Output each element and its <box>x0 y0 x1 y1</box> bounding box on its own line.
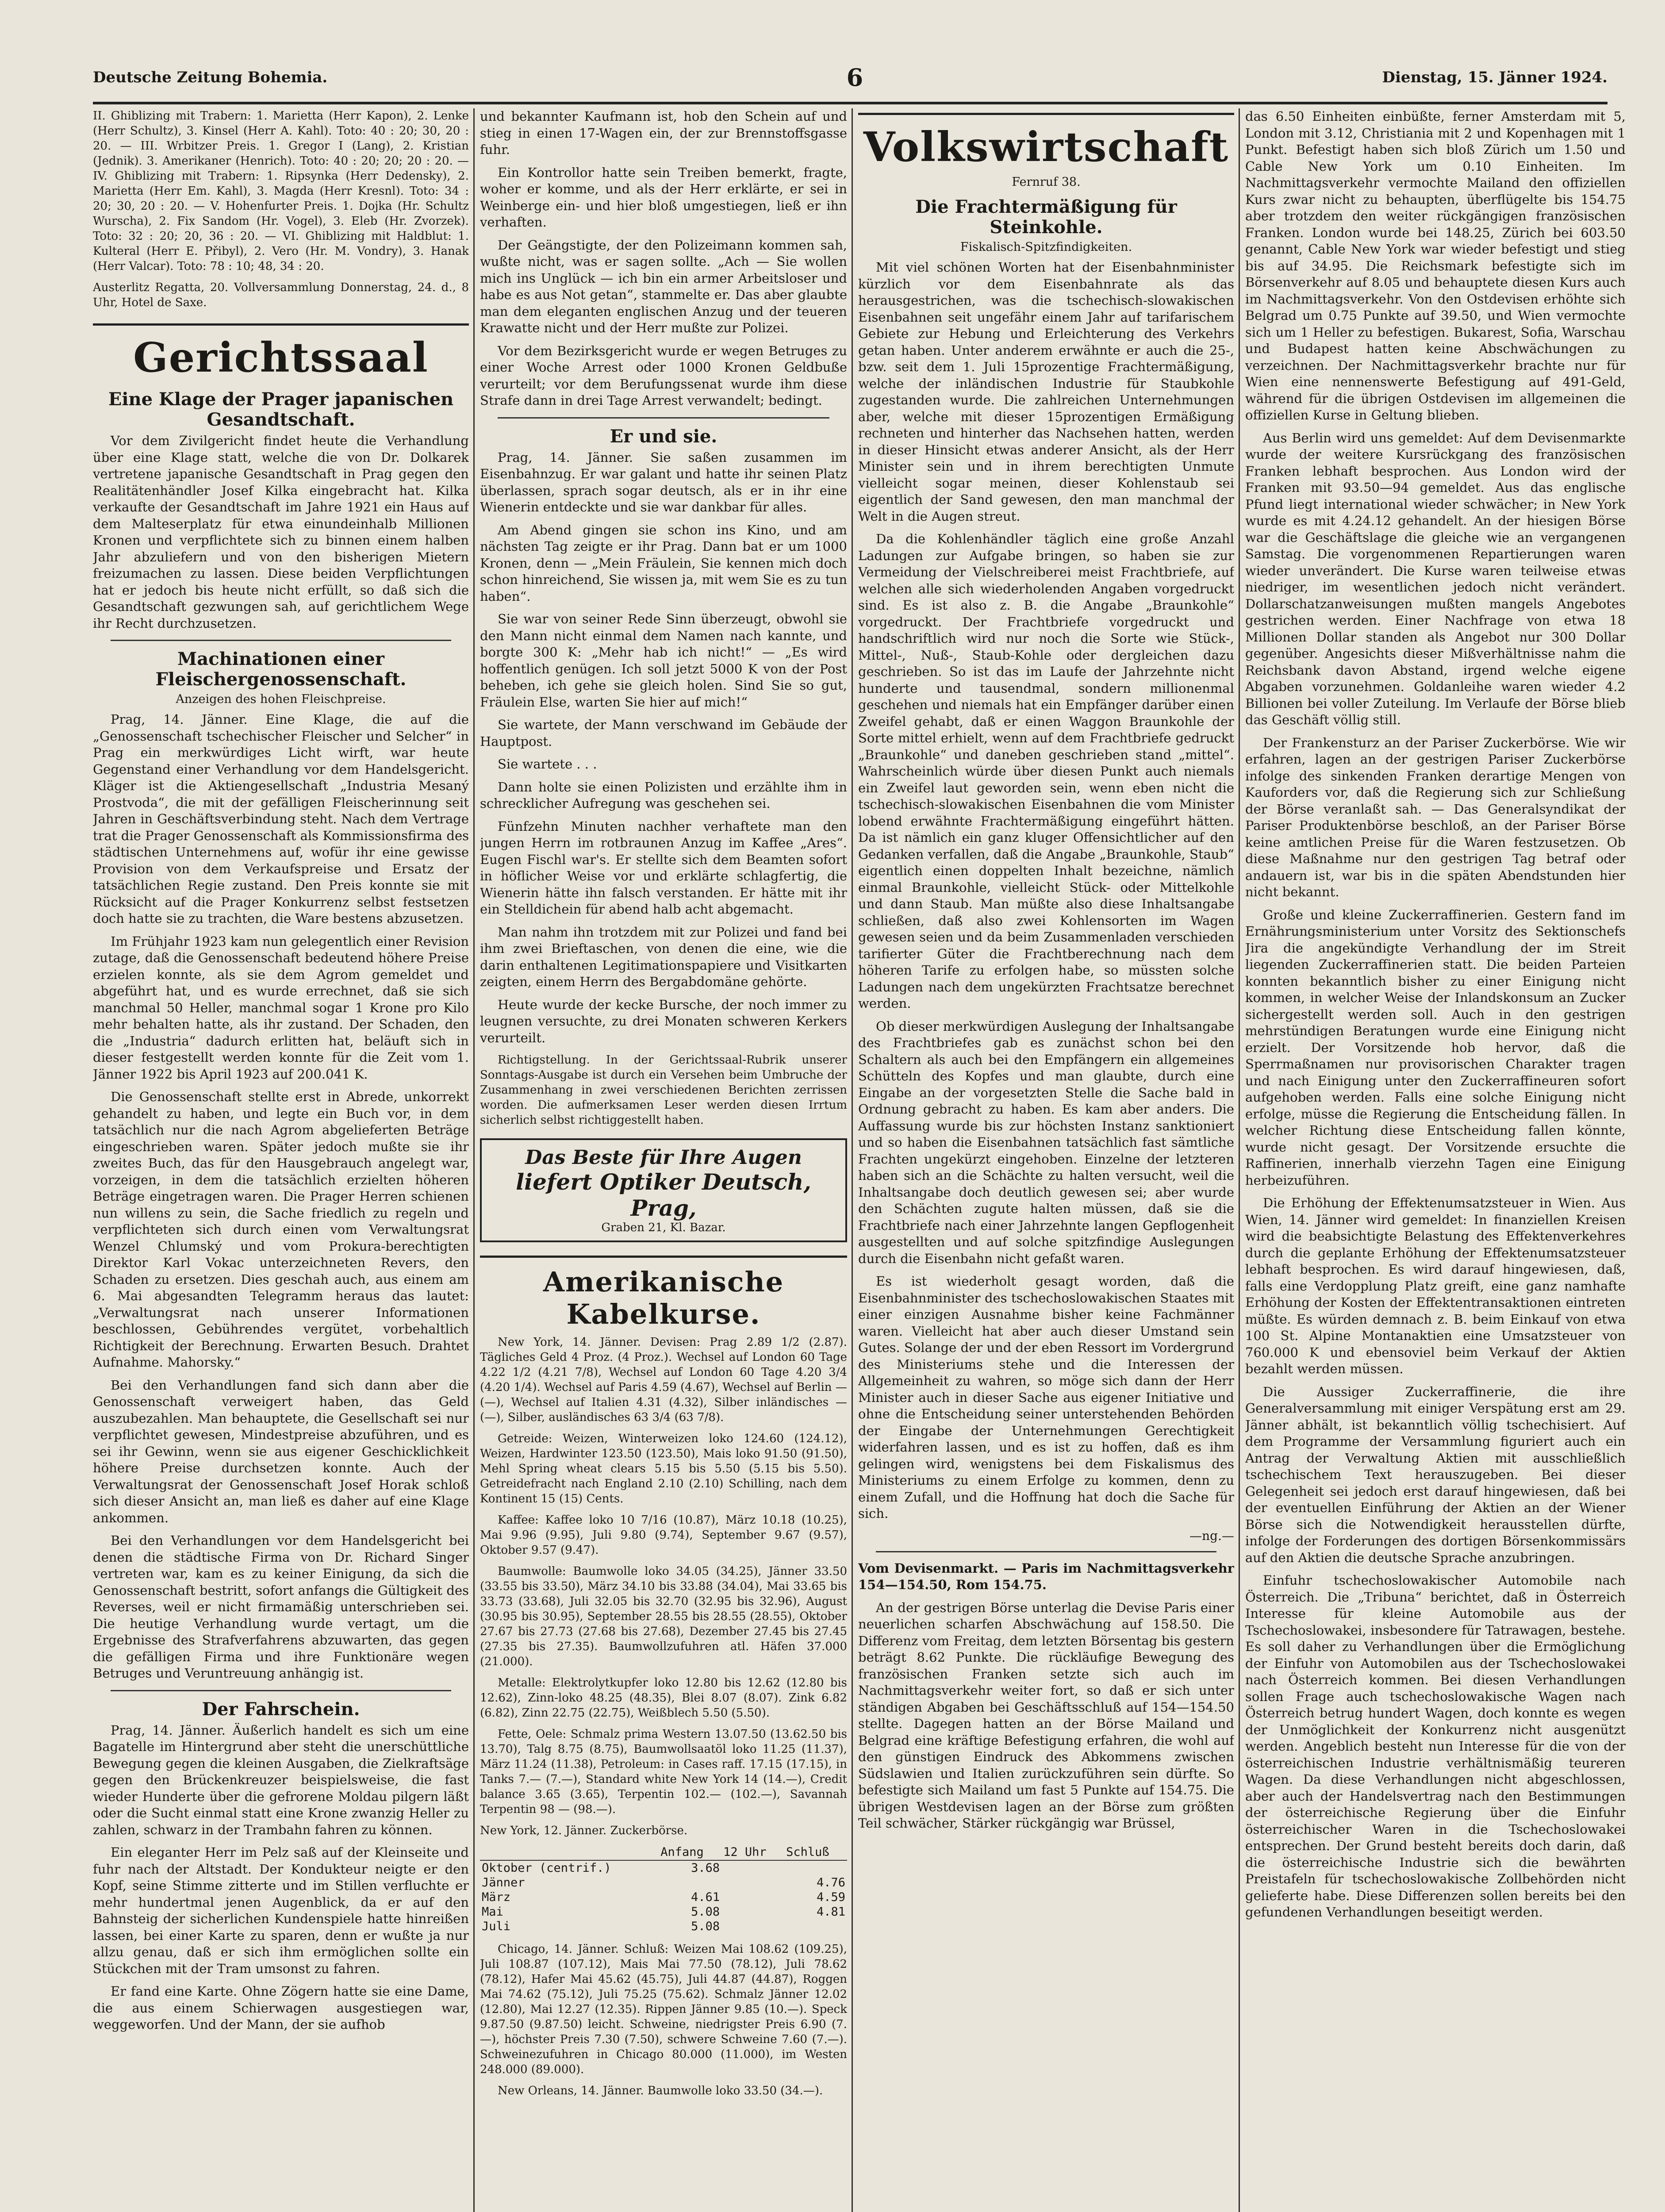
author-signature: —ng.— <box>1189 1528 1234 1543</box>
table-cell: 5.08 <box>691 1905 720 1919</box>
phone-line: Fernruf 38. <box>1012 175 1081 189</box>
divider <box>498 417 829 419</box>
article-paragraph: Prag, 14. Jänner. Eine Klage, die auf die „Genossenschaft tschechischer Fleischer und Selcher“ in Prag ein merkwürdiges Licht wirft, war heute Gegenstand einer Verhandlung vor dem Handelsgericht. Kläger ist die Aktiengesellschaft „Industria Mesaný Prostvoda“, die mit der gefälligen Fleischerinnung seit Jahren in Geschäftsverbindung steht. Nach dem Vertrage trat die Prager Genossenschaft als Kommissionsfirma des städtischen Unternehmens auf, wofür ihr eine gewisse Provision von dem Verkaufspreise und Ersatz der tatsächlichen Regie zustand. Den Preis konnte sie mit Rücksicht auf die Prager Konkurrenz selbst festsetzen doch hatte sie zu trachten, die Ware bestens abzusetzen. <box>93 712 469 926</box>
article-title: Machinationen einer Fleischergenossenschaft. <box>155 649 407 690</box>
article-paragraph: Fünfzehn Minuten nachher verhaftete man den jungen Herrn im rotbraunen Anzug im Kaffee „Ares“. Eugen Fischl war's. Er stellte sich dem Beamten sofort in höflicher Weise vor und erklärte schlagfertig, die Wienerin hätte ihn falsch verstanden. Er hätte mit ihr ein Stelldichein für abend halb acht abgemacht. <box>480 818 847 917</box>
article-paragraph: Bei den Verhandlungen vor dem Handelsgericht bei denen die städtische Firma von Dr. Richard Singer vertreten war, kam es zu keiner Einigung, da sich die Genossenschaft bestritt, sofort anfangs die Gültigkeit des Reverses, weil er nicht firmamäßig unterschrieben sei. Die heutige Verhandlung wurde vertagt, um die Ergebnisse des Strafverfahrens abzuwarten, das gegen die gefälligen Firma und ihre Funktionäre wegen Betruges und Veruntreuung anhängig ist. <box>93 1533 469 1681</box>
divider <box>876 1551 1216 1552</box>
article-title: Er und sie. <box>610 426 717 447</box>
table-cell: Jänner <box>482 1876 525 1889</box>
article-paragraph: Bei den Verhandlungen fand sich dann aber die Genossenschaft verweigert haben, das Geld auszubezahlen. Man behauptete, die Gesellschaft sei nur verpflichtet gewesen, Mindestpreise abzuführen, und es sei ihr Gewinn, wenn sie aus eigener Geschicklichkeit höhere Preise durchsetzen konnte. Auch der Verwaltungsrat der Genossenschaft Josef Horak schloß sich dieser Ansicht an, man ließ es daher auf eine Klage ankommen. <box>93 1377 469 1525</box>
table-cell <box>721 1890 784 1905</box>
table-cell <box>721 1919 784 1934</box>
table-cell: 4.81 <box>816 1905 845 1919</box>
table-cell: 4.59 <box>816 1890 845 1904</box>
article-paragraph: Ein Kontrollor hatte sein Treiben bemerkt, fragte, woher er komme, und als der Herr erklärte, er sei in Weinberge ein- und hier bloß umgestiegen, ließ er ihn verhaften. <box>480 165 847 230</box>
column-4 <box>1245 108 1626 2212</box>
race-results: II. Ghiblizing mit Trabern: 1. Marietta (Herr Kapon), 2. Lenke (Herr Schultz), 3. Kinsel (Herr A. Kahl). Toto: 40 : 20; 30, 20 : 20. — III. Wrbitzer Preis. 1. Gregor I (Lang), 2. Kristian (Jednik). 3. Amerikaner (Henrich). Toto: 40 : 20; 20; 20 : 20. — IV. Ghiblizing mit Trabern: 1. Ripsynka (Herr Dedensky), 2. Marietta (Herr Em. Kahl), 3. Magda (Herr Kresnl). Toto: 34 : 20; 30, 20 : 20. — V. Hohenfurter Preis. 1. Dojka (Hr. Schultz Wurscha), 2. Fix Sandom (Hr. Vogel), 3. Eleb (Hr. Zvorzek). Toto: 32 : 20; 20, 36 : 20. — VI. Ghiblizing mit Haldblut: 1. Kulteral (Herr E. Přibyl), 2. Vero (Hr. M. Vondry), 3. Hanak (Herr Valcar). Toto: 78 : 10; 48, 34 : 20. <box>93 109 469 273</box>
column-3 <box>858 108 1234 2212</box>
article-paragraph: Ob dieser merkwürdigen Auslegung der Inhaltsangabe des Frachtbriefes gab es zunächst schon bei den Schaltern als auch bei den Empfängern ein allgemeines Schütteln des Kopfes und man glaubte, durch eine Eingabe an der vorgesetzten Stelle die Sache bald in Ordnung gebracht zu haben. Es kam aber anders. Die Auffassung wurde bis zur höchsten Instanz sanktioniert und so haben die Eisenbahnen tatsächlich fast sämtliche Frachten ungekürzt eingehoben. Einzelne der letzteren haben sich an die Schächte zu halten versucht, weil die Inhaltsangabe doch deutlich gewesen sei; aber wurde den Schächten zugute halten müssen, daß sie die Frachtbriefe nach einer Jahrzehnte langen Gepflogenheit ausgestellten und auf solche spitzfindige Auslegungen durch die Eisenbahn nicht gefaßt waren. <box>858 1018 1234 1266</box>
article-paragraph: Mit viel schönen Worten hat der Eisenbahnminister kürzlich vor dem Eisenbahnrate als das herausgestrichen, was die tschechisch-slowakischen Eisenbahnen seit ungefähr einem Jahr auf tarifarischem Gebiete zur Hebung und Erleichterung des Verkehrs getan haben. Unter anderem erwähnte er auch die 25-, bzw. seit dem 1. Juli 15prozentige Frachtermäßigung, welche der inländischen Industrie für Staubkohle zugestanden wurde. Die zahlreichen Unternehmungen aber, welche mit dieser 15prozentigen Ermäßigung rechneten und hinterher das Nachsehen hatten, werden in dieser Hinsicht etwas anderer Ansicht, als der Herr Minister sein und in ihrem berechtigten Unmute vielleicht sogar meinen, dieser Kohlenstaub sei eigentlich der Sand gewesen, den man manchmal der Welt in die Augen streut. <box>858 260 1234 524</box>
article-paragraph: Prag, 14. Jänner. Sie saßen zusammen im Eisenbahnzug. Er war galant und hatte ihr seinen Platz überlassen, sprach sogar deutsch, als er in ihr eine Wienerin entdeckte und sie war dankbar für alles. <box>480 449 847 515</box>
article-paragraph: Im Frühjahr 1923 kam nun gelegentlich einer Revision zutage, daß die Genossenschaft bedeutend höhere Preise erzielen konnte, als sie dem Agrom gemeldet und abgeführt hat, und es wurde errechnet, daß sie sich manchmal 50 Heller, manchmal sogar 1 Krone pro Kilo mehr behalten hatte, als ihr zustand. Der Schaden, den die „Industria“ dadurch erlitten hat, beläuft sich in dieser festgestellt werden konnte für die Zeit vom 1. Jänner 1922 bis April 1923 auf 200.041 K. <box>93 933 469 1082</box>
column-rule <box>1239 108 1240 2212</box>
article-paragraph: Die Erhöhung der Effektenumsatzsteuer in Wien. Aus Wien, 14. Jänner wird gemeldet: In finanziellen Kreisen wird die beabsichtigte Belastung des Effektenverkehres durch die geplante Erhöhung der Effektenumsatzsteuer lebhaft besprochen. Es wird darauf hingewiesen, daß, falls eine Verdopplung Platz greift, eine ganz namhafte Erhöhung der Kosten der Effektentransaktionen eintreten müßte. Es würden demnach z. B. beim Einkauf von etwa 100 St. Alpine Montanaktien eine Umsatzsteuer von 760.000 K und ebensoviel beim Verkauf der Aktien bezahlt werden müssen. <box>1245 1195 1626 1376</box>
table-cell: 4.61 <box>691 1890 720 1904</box>
table-cell: 4.76 <box>816 1876 845 1889</box>
table-header-row <box>480 1844 847 1860</box>
article-paragraph: Der Frankensturz an der Pariser Zuckerbörse. Wie wir erfahren, lagen an der gestrigen Pariser Zuckerbörse infolge des sinkenden Franken derartige Mengen von Kauforders vor, daß die Regierung sich zur Schließung der Börse veranlaßt sah. — Das Generalsyndikat der Pariser Produktenbörse beschloß, an der Pariser Börse keine amtlichen Preise für die Waren festzusetzen. Ob diese Maßnahme nur den gestrigen Tag betraf oder andauern ist, war bis in die späten Abendstunden hier nicht bekannt. <box>1245 735 1626 899</box>
table-cell <box>784 1860 847 1875</box>
article-paragraph: Am Abend gingen sie schon ins Kino, und am nächsten Tag zeigte er ihr Prag. Dann bat er um 1000 Kronen, denn — „Mein Fräulein, Sie kennen mich doch schon hinreichend, Sie wissen ja, mit wem Sie es zu tun haben“. <box>480 522 847 604</box>
article-paragraph: Vor dem Bezirksgericht wurde er wegen Betruges zu einer Woche Arrest oder 1000 Kronen Geldbuße verurteilt; vor dem Berufungssenat wurde ihm diese Strafe dann in drei Tage Arrest verwandelt; bedingt. <box>480 343 847 408</box>
cable-paragraph: Chicago, 14. Jänner. Schluß: Weizen Mai 108.62 (109.25), Juli 108.87 (107.12), Mais Mai 77.50 (78.12), Juli 78.62 (78.12), Hafer Mai 45.62 (45.75), Juli 44.87 (44.87), Roggen Mai 74.62 (75.12), Juli 75.25 (75.62). Schmalz Jänner 12.02 (12.80), Mai 12.27 (12.35). Rippen Jänner 9.85 (10.—). Speck 9.87.50 (9.87.50) leicht. Schweine, niedrigster Preis 6.90 (7.—), höchster Preis 7.30 (7.50), schwere Schweine 7.60 (7.—). Schweinezufuhren in Chicago 80.000 (11.000), im Westen 248.000 (89.000). <box>480 1943 847 2076</box>
cable-paragraph: Getreide: Weizen, Winterweizen loko 124.60 (124.12), Weizen, Hardwinter 123.50 (123.50), Mais loko 91.50 (91.50), Mehl Spring wheat clears 5.15 bis 5.50 (5.15 bis 5.50). Getreidefracht nach England 2.10 (2.10) Schilling, nach dem Kontinent 15 (15) Cents. <box>480 1432 847 1505</box>
section-title-court: Gerichtssaal <box>93 323 469 381</box>
article-paragraph: Einfuhr tschechoslowakischer Automobile nach Österreich. Die „Tribuna“ berichtet, daß in Österreich Interesse für kleine Automobile aus der Tschechoslowakei, insbesondere für Tatrawagen, bestehe. Es soll daher zu Verhandlungen über die Ermöglichung der Einfuhr von Automobilen aus der Tschechoslowakei nach Österreich kommen. Bei diesen Verhandlungen sollen Frage auch tschechoslowakische Wagen nach Österreich betrug hundert Wagen, doch konnte es wegen der Unmöglichkeit der Konkurrenz nicht ausgenützt werden. Angeblich besteht nun Interesse für die von der österreichischen Industrie verhältnismäßig teureren Wagen. Da diese Verhandlungen nicht abgeschlossen, aber auch der Handelsvertrag nach den Bestimmungen der österreichische Regierung über die Einfuhr österreichischer Waren in die Tschechoslowakei entsprechen. Der Grund besteht bereits doch darin, daß die österreichische Industrie sich die bewährten Preistafeln für tschechoslowakische Zollbehörden nicht gelieferte habe. Diese Differenzen sollen bereits bei den gefundenen Verhandlungen beseitigt werden. <box>1245 1573 1626 1920</box>
table-row <box>480 1919 847 1934</box>
column-1 <box>93 108 469 2212</box>
optician-advertisement <box>480 1138 847 1242</box>
table-cell: Oktober (centrif.) <box>482 1861 611 1875</box>
table-cell: Mai <box>482 1905 503 1919</box>
article-paragraph: Der Geängstigte, der den Polizeimann kommen sah, wußte nicht, was er sagen sollte. „Ach — Sie wollen mich ins Unglück — ich bin ein armer Arbeitsloser und habe es aus Not getan“, stammelte er. Das aber glaubte man dem eleganten englischen Anzug und der teueren Krawatte nicht und der Herr mußte zur Polizei. <box>480 237 847 335</box>
cable-paragraph: New Orleans, 14. Jänner. Baumwolle loko 33.50 (34.—). <box>498 2084 823 2097</box>
section-title-economy: Volkswirtschaft <box>858 113 1234 171</box>
article-paragraph: Sie wartete, der Mann verschwand im Gebäude der Hauptpost. <box>480 717 847 749</box>
table-cell <box>784 1919 847 1934</box>
ad-address: Graben 21, Kl. Bazar. <box>601 1221 726 1234</box>
column-rule <box>473 108 475 2212</box>
article-paragraph: Vor dem Zivilgericht findet heute die Verhandlung über eine Klage statt, welche die von Dr. Dolkarek vertretene japanische Gesandtschaft in Prag gegen den Realitätenhändler Josef Kilka eingebracht hat. Kilka verkaufte der Gesandtschaft im Jahre 1921 ein Haus auf dem Malteserplatz für etwa einundeinhalb Millionen Kronen und verpflichtete sich zu binnen einem halben Jahr abzuliefern und von den bisherigen Mietern freizumachen zu lassen. Diese beiden Verpflichtungen hat er jedoch bis heute nicht erfüllt, so daß sich die Gesandtschaft gezwungen sah, auf gerichtlichem Wege ihr Recht durchzusetzen. <box>93 433 469 631</box>
table-row <box>480 1860 847 1875</box>
article-paragraph: und bekannter Kaufmann ist, hob den Schein auf und stieg in einen 17-Wagen ein, der zur Brennstoffsgasse fuhr. <box>480 109 847 157</box>
divider <box>111 1690 451 1691</box>
article-title: Eine Klage der Prager japanischen Gesandtschaft. <box>108 389 454 430</box>
section-title-cable: Amerikanische Kabelkurse. <box>480 1256 847 1330</box>
ad-company: liefert Optiker Deutsch, Prag, <box>516 1169 811 1221</box>
article-paragraph: Da die Kohlenhändler täglich eine große Anzahl Ladungen zur Aufgabe bringen, so haben sie zur Vermeidung der Vielschreiberei meist Frachtbriefe, auf welchen alle sich wiederholenden Angaben vorgedruckt sind. Es ist also z. B. die Angabe „Braunkohle“ vorgedruckt. Der Frachtbriefe vorgedruckt und handschriftlich wird nur noch die Sorte wie Stück-, Mittel-, Nuß-, Staub-Kohle oder dergleichen dazu geschrieben. So ist das im Laufe der Jahrzehnte nicht hunderte und tausendmal, sondern millionenmal geschehen und niemals hat ein Empfänger darüber einen Zweifel gehabt, daß er einen Waggon Braunkohle der Sorte mittel erhielt, wenn auf dem Frachtbriefe gedruckt „Braunkohle“ und daneben geschrieben stand „mittel“. Wahrscheinlich würde über diesen Punkt auch niemals ein Zweifel laut geworden sein, wenn eben nicht die tschechisch-slowakischen Eisenbahnen die vom Minister lobend erwähnte Frachtermäßigung eingeführt hätten. Da ist nämlich ein ganz kluger Offensichtlicher auf den Gedanken verfallen, daß die Angabe „Braunkohle, Staub“ eigentlich einen doppelten Inhalt bezeichne, nämlich einmal Braunkohle, vielleicht Stück- oder Mittelkohle und dann Staub. Man müßte also diese Inhaltsangabe schließen, daß also zwei Kohlensorten im Wagen gewesen seien und da beim Zusammenladen verschieden tarifierter Güter die Frachtberechnung nach dem höheren Tarife zu erfolgen habe, so müssten solche Ladungen nach dem ungekürzten Frachtsatze berechnet werden. <box>858 531 1234 1011</box>
article-paragraph: Sie war von seiner Rede Sinn überzeugt, obwohl sie den Mann nicht einmal dem Namen nach kannte, und borgte 300 K: „Mehr hab ich nicht!“ — „Es wird hoffentlich genügen. Ich soll jetzt 5000 K von der Post beheben, ich gehe sie gleich holen. Sind Sie so gut, Fräulein Else, warten Sie hier auf mich!“ <box>480 611 847 710</box>
article-paragraph: Dann holte sie einen Polizisten und erzählte ihm in schrecklicher Aufregung was geschehen sei. <box>480 779 847 811</box>
article-paragraph: Prag, 14. Jänner. Äußerlich handelt es sich um eine Bagatelle im Hintergrund aber steht die unerschüttliche Bewegung gegen die kleinen Ausgaben, die Zielkraftsäge gegen den Brückenkreuzer beispielsweise, die fast wieder Hunderte über die gefrorene Moldau pilgern läßt oder die Sucht einmal statt eine Krone zwanzig Heller zu zahlen, schwarz in der Trambahn fahren zu können. <box>93 1722 469 1837</box>
divider <box>111 640 451 641</box>
article-paragraph: Die Aussiger Zuckerraffinerie, die ihre Generalversammlung mit einiger Verspätung erst am 29. Jänner abhält, ist bekanntlich völlig tschechisiert. Auf dem Programme der Versammlung figuriert auch ein Antrag der Verwaltung Aktien mit ausschließlich tschechischem Text herauszugeben. Bei dieser Gelegenheit sei jedoch erst darauf hingewiesen, daß bei der eventuellen Einführung der Aktien an der Wiener Börse sich die Notwendigkeit herausstellen dürfte, infolge der Forderungen des dortigen Börsenkommissärs auf den Aktien die deutsche Sprache anzubringen. <box>1245 1384 1626 1565</box>
article-title: Der Fahrschein. <box>202 1698 360 1720</box>
article-paragraph: Ein eleganter Herr im Pelz saß auf der Kleinseite und fuhr nach der Altstadt. Der Kondukteur neigte er den Kopf, seine Stimme zitterte und im Stillen verfluchte er mehr hundertmal jenen Augenblick, da er auf den Bahnsteig der sicherlichen Kundenspiele hatte hinreißen lassen, bei einer Karte zu sparen, denn er wußte ja nur allzu genau, daß er sich ihm ermöglichen sollte ein Stückchen mit der Tram umsonst zu fahren. <box>93 1845 469 1976</box>
sugar-table <box>480 1844 847 1934</box>
sugar-heading: New York, 12. Jänner. Zuckerbörse. <box>480 1824 688 1837</box>
cable-paragraph: Fette, Oele: Schmalz prima Western 13.07.50 (13.62.50 bis 13.70), Talg 8.75 (8.75), Baumwollsaatöl loko 11.25 (11.37), März 11.24 (11.38), Petroleum: in Cases raff. 17.15 (17.15), in Tanks 7.— (7.—), Standard white New York 14 (14.—), Credit balance 3.65 (3.65), Terpentin 102.— (102.—), Savannah Terpentin 98 — (98.—). <box>480 1728 847 1816</box>
table-header: 12 Uhr <box>721 1844 784 1860</box>
article-paragraph: Man nahm ihn trotzdem mit zur Polizei und fand bei ihm zwei Brieftaschen, von denen die eine, wie die darin enthaltenen Legitimationspapiere und Visitkarten zeigten, einem Herrn des Bergabdomäne gehörte. <box>480 924 847 989</box>
table-cell <box>721 1875 784 1890</box>
page-number: 6 <box>846 63 863 92</box>
cable-paragraph: New York, 14. Jänner. Devisen: Prag 2.89 1/2 (2.87). Tägliches Geld 4 Proz. (4 Proz.). Wechsel auf London 60 Tage 4.22 1/2 (4.21 7/8), Wechsel auf London 60 Tage 4.20 3/4 (4.20 1/4). Wechsel auf Paris 4.59 (4.67), Wechsel auf Berlin — (—), Wechsel auf Italien 4.31 (4.32), Silber inländisches — (—), Silber, ausländisches 63 3/4 (63 7/8). <box>480 1336 847 1424</box>
table-header <box>480 1844 659 1860</box>
cable-paragraph: Kaffee: Kaffee loko 10 7/16 (10.87), März 10.18 (10.25), Mai 9.96 (9.95), Juli 9.80 (9.74), September 9.67 (9.57), Oktober 9.57 (9.47). <box>480 1513 847 1557</box>
article-paragraph: Aus Berlin wird uns gemeldet: Auf dem Devisenmarkte wurde der weitere Kursrückgang des französischen Franken lebhaft besprochen. Aus London wird der Franken mit 93.50—94 gemeldet. Aus das englische Pfund liegt international wieder schwächer; in New York wurde es mit 4.24.12 gehandelt. An der hiesigen Börse war die Geschäftslage die gleiche wie an vergangenen Samstag. Die vorgenommenen Repartierungen waren wieder unverändert. Die Kurse waren teilweise etwas niedriger, im wesentlichen jedoch nicht verändert. Dollarschatzanweisungen mußten mangels Angebotes gestrichen werden. Einer Nachfrage von etwa 18 Millionen Dollar standen als Angebot nur 300 Dollar gegenüber. Angesichts dieser Mißverhältnisse nahm die Reichsbank davon Abstand, irgend welche eigene Abgaben vorzunehmen. Goldanleihe waren wieder 4.2 Billionen bei voller Zuteilung. Im Verlaufe der Börse blieb das Geschäft völlig still. <box>1245 430 1626 727</box>
article-paragraph: Er fand eine Karte. Ohne Zögern hatte sie eine Dame, die aus einem Schierwagen ausgestiegen war, weggeworfen. Und der Mann, der sie aufhob <box>93 1984 469 2032</box>
article-paragraph: Große und kleine Zuckerraffinerien. Gestern fand im Ernährungsministerium unter Vorsitz des Sektionschefs Jira die angekündigte Verhandlung der im Streit liegenden Zuckerraffinerien statt. Die beiden Parteien konnten bekanntlich bisher zu einer Einigung nicht kommen, in welcher Weise der Inlandskonsum an Zucker sichergestellt werden soll. Auch in den gestrigen mehrstündigen Beratungen wurde eine Einigung nicht erzielt. Der Vorsitzende hob hervor, daß die Sperrmaßnamen nur provisorischen Charakter tragen und nach Einigung unter den Zuckerraffineuren sofort aufgehoben werden. Falls eine solche Einigung nicht erfolge, müsse die Regierung die Entscheidung fällen. In welcher Richtung diese Entscheidung fallen könnte, wurde nicht gesagt. Der Vorsitzende ersuchte die Raffinerien, innerhalb vierzehn Tagen eine Einigung herbeizuführen. <box>1245 907 1626 1188</box>
table-cell: März <box>482 1890 511 1904</box>
article-kicker: Anzeigen des hohen Fleischpreise. <box>176 692 386 706</box>
article-paragraph: Heute wurde der kecke Bursche, der noch immer zu leugnen versuchte, zu drei Monaten schweren Kerkers verurteilt. <box>480 997 847 1045</box>
table-cell <box>721 1860 784 1875</box>
column-rule <box>852 108 853 2212</box>
ad-headline: Das Beste für Ihre Augen <box>525 1146 802 1169</box>
table-cell: Juli <box>482 1920 511 1933</box>
table-header: Schluß <box>784 1844 847 1860</box>
article-lead: Vom Devisenmarkt. — Paris im Nachmittagsverkehr 154—154.50, Rom 154.75. <box>858 1560 1234 1592</box>
table-row <box>480 1905 847 1919</box>
article-paragraph: An der gestrigen Börse unterlag die Devise Paris einer neuerlichen scharfen Abschwächung auf 158.50. Die Differenz vom Freitag, dem letzten Börsentag bis gestern beträgt 8.62 Punkte. Die rückläufige Bewegung des französischen Franken setzte sich auch im Nachmittagsverkehr weiter fort, so daß er sich unter ständigen Abgaben bei Geschäftsschluß auf 154—154.50 stellte. Dagegen hatten an der Börse Mailand und Belgrad eine kräftige Befestigung erfahren, die wohl auf den günstigen Eindruck des Abkommens zwischen Südslawien und Italien zurückzuführen sein dürfte. So befestigte sich Mailand um fast 5 Punkte auf 154.75. Die übrigen Westdevisen lagen an der Börse zum größten Teil schwächer, Stärker rückgängig war Brüssel, <box>858 1600 1234 1831</box>
article-paragraph: das 6.50 Einheiten einbüßte, ferner Amsterdam mit 5, London mit 3.12, Christiania mit 2 und Kopenhagen mit 1 Punkt. Befestigt haben sich bloß Zürich um 1.50 und Cable New York um 0.10 Einheiten. Im Nachmittagsverkehr vermochte Mailand den offiziellen Kurs zwar nicht zu behaupten, überflügelte bis 154.75 aber trotzdem den weiter rückgängigen französischen Franken. London wurde bei 148.25, Zürich bei 603.50 genannt, Cable New York war wieder befestigt und stieg bis auf 34.95. Die Reichsmark befestigte sich im Börsenverkehr auf 8.05 und behauptete diesen Kurs auch im Nachmittagsverkehr. Von den Ostdevisen erhöhte sich Belgrad um 0.75 Punkte auf 39.50, und Wien vermochte sich um 1 Heller zu befestigen. Bukarest, Sofia, Warschau und Budapest hatten keine Abschwächungen zu verzeichnen. Der Nachmittagsverkehr brachte nur für Wien eine nennenswerte Befestigung auf 491-Geld, während für die übrigen Ostdevisen im allgemeinen die offiziellen Kurse in Geltung blieben. <box>1245 109 1626 422</box>
cable-paragraph: Baumwolle: Baumwolle loko 34.05 (34.25), Jänner 33.50 (33.55 bis 33.50), März 34.10 bis 33.88 (34.04), Mai 33.65 bis 33.73 (33.68), Juli 32.05 bis 32.70 (32.95 bis 32.96), August (30.95 bis 30.95), September 28.55 bis 28.55 (28.55), Oktober 27.67 bis 27.73 (27.68 bis 27.68), Dezember 27.45 bis 27.45 (27.35 bis 27.35). Baumwollzufuhren atl. Häfen 37.000 (21.000). <box>480 1565 847 1668</box>
table-cell <box>721 1905 784 1919</box>
correction-note: Richtigstellung. In der Gerichtssaal-Rubrik unserer Sonntags-Ausgabe ist durch ein Versehen beim Umbruche der Zusammenhang in zwei verschiedenen Berichten zerrissen worden. Die aufmerksamen Leser werden diesen Irrtum sicherlich selbst richtiggestellt haben. <box>480 1053 847 1127</box>
table-header: Anfang <box>659 1844 721 1860</box>
notice: Austerlitz Regatta, 20. Vollversammlung Donnerstag, 24. d., 8 Uhr, Hotel de Saxe. <box>93 281 469 309</box>
article-paragraph: Die Genossenschaft stellte erst in Abrede, unkorrekt gehandelt zu haben, und legte ein Buch vor, in dem tatsächlich nur die nach Agrom abgelieferten Beträge eingeschrieben waren. Später jedoch mußte sie ihr zweites Buch, das für den Hausgebrauch angelegt war, vorzeigen, in dem die tatsächlich erzielten höheren Beträge eingetragen waren. Die Prager Herren schienen nun willens zu sein, die Sache friedlich zu regeln und verpflichteten sich durch einen vom Verwaltungsrat Wenzel Chlumský und vom Prokura-berechtigten Direktor Karl Vokac unterzeichneten Revers, den Schaden zu ersetzen. Dies geschah auch, aus einem am 6. Mai abgesandten Telegramm heraus das lautet: „Verwaltungsrat nach unserer Informationen beschlossen, Gebührendes vergütet, vorbehaltlich Richtigkeit der Berechnung. Erwarten Besuch. Drahtet Aufnahme. Mahorsky.“ <box>93 1089 469 1370</box>
table-row <box>480 1875 847 1890</box>
table-cell: 5.08 <box>691 1920 720 1933</box>
article-kicker: Fiskalisch-Spitzfindigkeiten. <box>960 240 1132 254</box>
masthead: Deutsche Zeitung Bohemia. <box>93 69 328 86</box>
issue-date: Dienstag, 15. Jänner 1924. <box>1382 69 1607 86</box>
page-header <box>93 53 1607 104</box>
table-row <box>480 1890 847 1905</box>
article-paragraph: Es ist wiederholt gesagt worden, daß die Eisenbahnminister des tschechoslowakischen Staates mit einer einzigen Ausnahme bisher keine Fachmänner waren. Vielleicht hat aber auch dieser Umstand sein Gutes. Solange der und der eben Ressort im Vordergrund des Ministeriums stehe und die Interessen der Allgemeinheit zu wahren, so möge sich dann der Herr Minister auch in dieser Sache aus eigener Initiative und ohne die Entscheidung seiner unterstehenden Behörden der Eingabe der Unternehmungen Gerechtigkeit widerfahren lassen, und es ist zu hoffen, daß es ihm gelingen wird, wenigstens bei dem Fiskalismus des Ministeriums zu einem Erfolge zu kommen, denn zu einem Zufall, und die Hoffnung hat doch die Sache für sich. <box>858 1274 1234 1521</box>
table-cell: 3.68 <box>691 1861 720 1875</box>
table-cell <box>659 1875 721 1890</box>
cable-paragraph: Metalle: Elektrolytkupfer loko 12.80 bis 12.62 (12.80 bis 12.62), Zinn-loko 48.25 (48.35), Blei 8.07 (8.07). Zink 6.82 (6.82), Zinn 22.75 (22.75), Weißblech 5.50 (5.50). <box>480 1676 847 1720</box>
article-paragraph: Sie wartete . . . <box>498 757 597 772</box>
column-2 <box>480 108 847 2212</box>
article-title: Die Frachtermäßigung für Steinkohle. <box>915 196 1177 238</box>
